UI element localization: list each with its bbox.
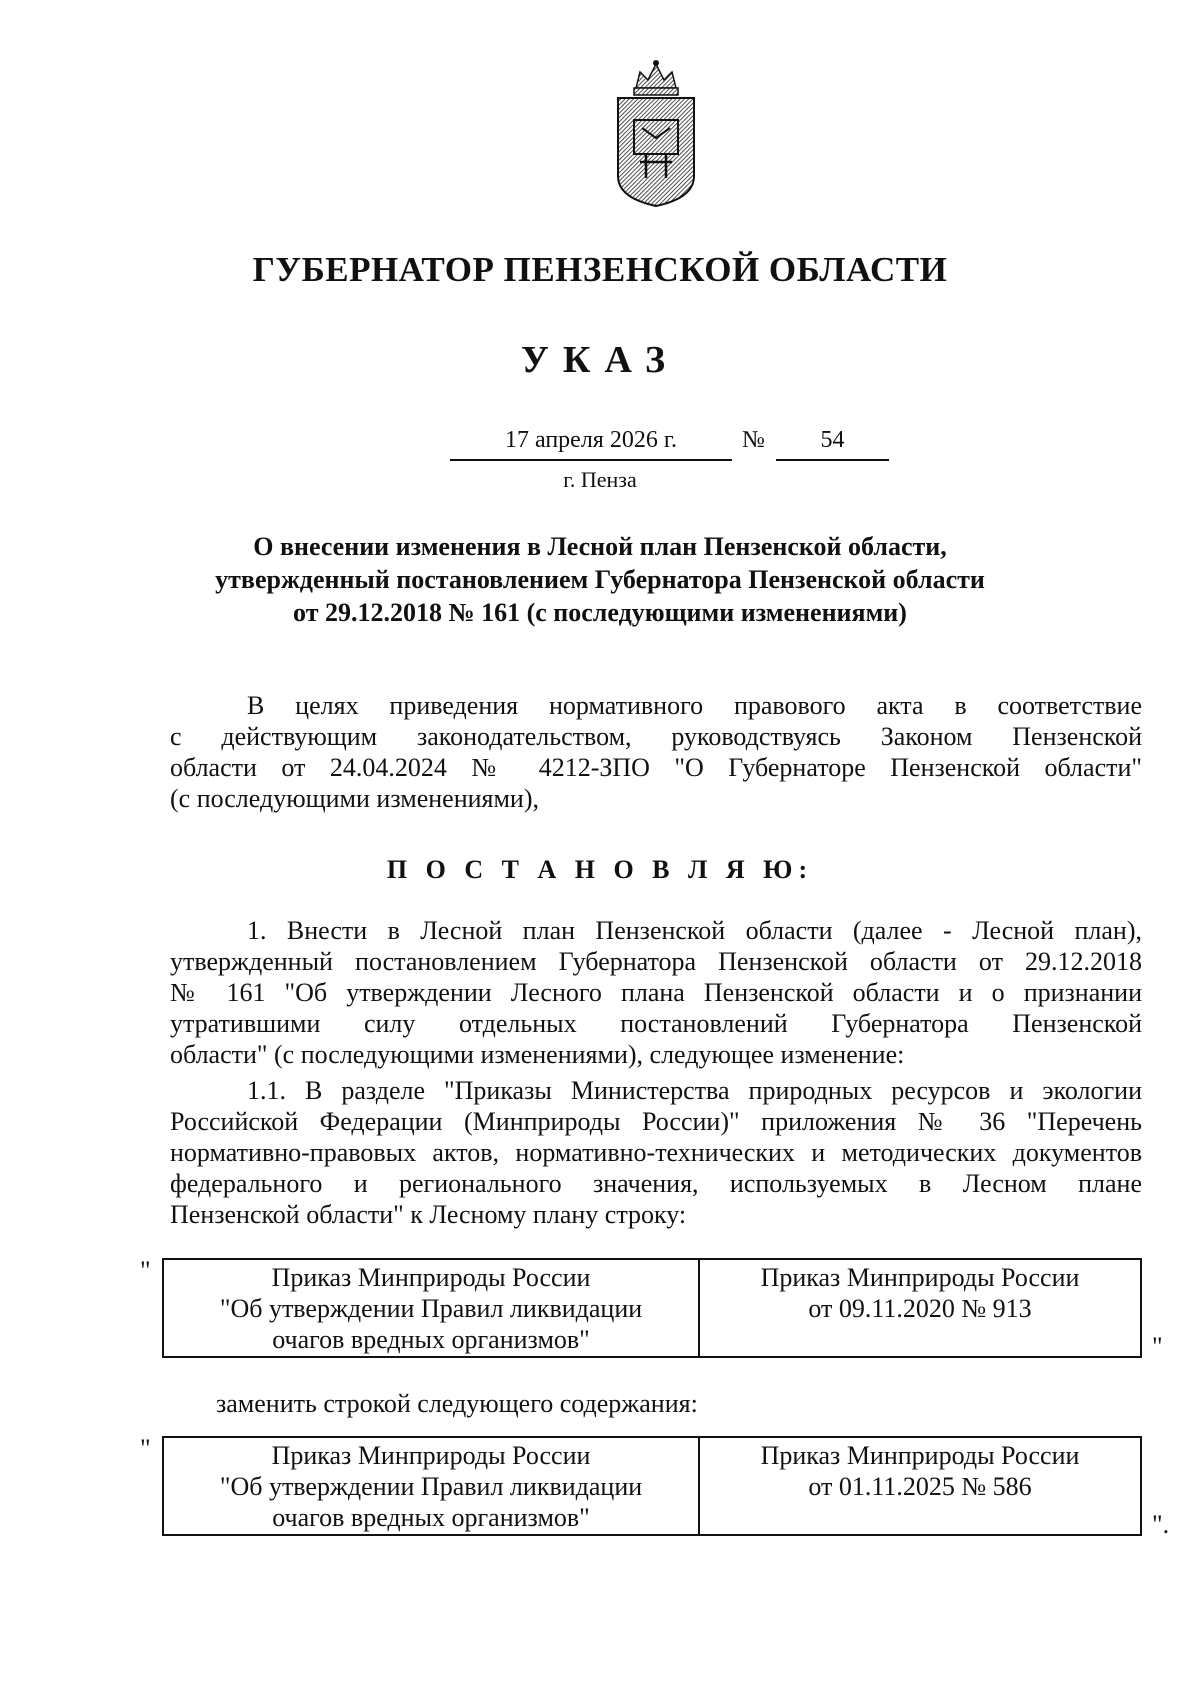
city: г. Пенза bbox=[563, 467, 637, 492]
cell-line: Приказ Минприроды России bbox=[760, 1263, 1080, 1292]
org-title: ГУБЕРНАТОР ПЕНЗЕНСКОЙ ОБЛАСТИ bbox=[252, 250, 948, 289]
cell-line: Приказ Минприроды России bbox=[760, 1441, 1080, 1470]
document-type: УКАЗ bbox=[521, 339, 679, 381]
document-title bbox=[0, 530, 1200, 629]
item-1-line: утратившими силу отдельных постановлений Губернатора Пензенской bbox=[170, 1009, 1142, 1038]
close-quote: " bbox=[1152, 1332, 1163, 1361]
item-1 bbox=[170, 915, 1142, 1070]
cell-line: Приказ Минприроды России bbox=[271, 1441, 591, 1470]
cell-line: очагов вредных организмов" bbox=[272, 1325, 590, 1354]
decree-date: 17 апреля 2026 г. bbox=[450, 425, 732, 461]
title-line: О внесении изменения в Лесной план Пензенской области, bbox=[253, 532, 947, 561]
table-cell-left bbox=[164, 1260, 700, 1356]
close-quote: ". bbox=[1152, 1510, 1170, 1539]
item-1-line: № 161 "Об утверждении Лесного плана Пензенской области и о признании bbox=[170, 978, 1142, 1007]
old-row-table bbox=[162, 1258, 1142, 1358]
table-cell-right bbox=[700, 1260, 1140, 1358]
item-1-1-line: нормативно-правовых актов, нормативно-технических и методических документов bbox=[170, 1138, 1142, 1167]
open-quote: " bbox=[140, 1256, 151, 1285]
table-cell-right bbox=[700, 1438, 1140, 1536]
number-sign: № bbox=[742, 427, 765, 453]
cell-line: "Об утверждении Правил ликвидации bbox=[219, 1472, 643, 1501]
item-1-line: 1. Внести в Лесной план Пензенской области (далее - Лесной план), bbox=[247, 916, 1142, 945]
preamble-line: с действующим законодательством, руководствуясь Законом Пензенской bbox=[170, 722, 1142, 751]
cell-line: Приказ Минприроды России bbox=[271, 1263, 591, 1292]
item-1-1-line: федерального и регионального значения, используемых в Лесном плане bbox=[170, 1169, 1142, 1198]
item-1-line: утвержденный постановлением Губернатора Пензенской области от 29.12.2018 bbox=[170, 947, 1142, 976]
preamble bbox=[170, 690, 1142, 814]
replace-text: заменить строкой следующего содержания: bbox=[216, 1389, 698, 1418]
cell-line: от 01.11.2025 № 586 bbox=[808, 1472, 1032, 1501]
preamble-line: В целях приведения нормативного правового акта в соответствие bbox=[247, 691, 1142, 720]
preamble-line: области от 24.04.2024 № 4212-ЗПО "О Губернаторе Пензенской области" bbox=[170, 753, 1142, 782]
cell-line: от 09.11.2020 № 913 bbox=[808, 1294, 1032, 1323]
decree-word: П О С Т А Н О В Л Я Ю: bbox=[386, 855, 814, 884]
cell-line: "Об утверждении Правил ликвидации bbox=[219, 1294, 643, 1323]
item-1-1-line: Российской Федерации (Минприроды России)" приложения № 36 "Перечень bbox=[170, 1107, 1142, 1136]
new-row-table bbox=[162, 1436, 1142, 1536]
title-line: утвержденный постановлением Губернатора Пензенской области bbox=[215, 565, 985, 594]
item-1-1 bbox=[170, 1075, 1142, 1230]
item-1-1-line: 1.1. В разделе "Приказы Министерства природных ресурсов и экологии bbox=[247, 1076, 1142, 1105]
cell-line: очагов вредных организмов" bbox=[272, 1503, 590, 1532]
table-cell-left bbox=[164, 1438, 700, 1534]
item-1-1-line: Пензенской области" к Лесному плану строку: bbox=[170, 1200, 687, 1229]
open-quote: " bbox=[140, 1434, 151, 1463]
preamble-line: (с последующими изменениями), bbox=[170, 784, 540, 813]
item-1-line: области" (с последующими изменениями), следующее изменение: bbox=[170, 1040, 905, 1069]
decree-number: 54 bbox=[776, 425, 889, 461]
title-line: от 29.12.2018 № 161 (с последующими изменениями) bbox=[293, 598, 907, 627]
coat-of-arms-emblem bbox=[606, 58, 706, 210]
